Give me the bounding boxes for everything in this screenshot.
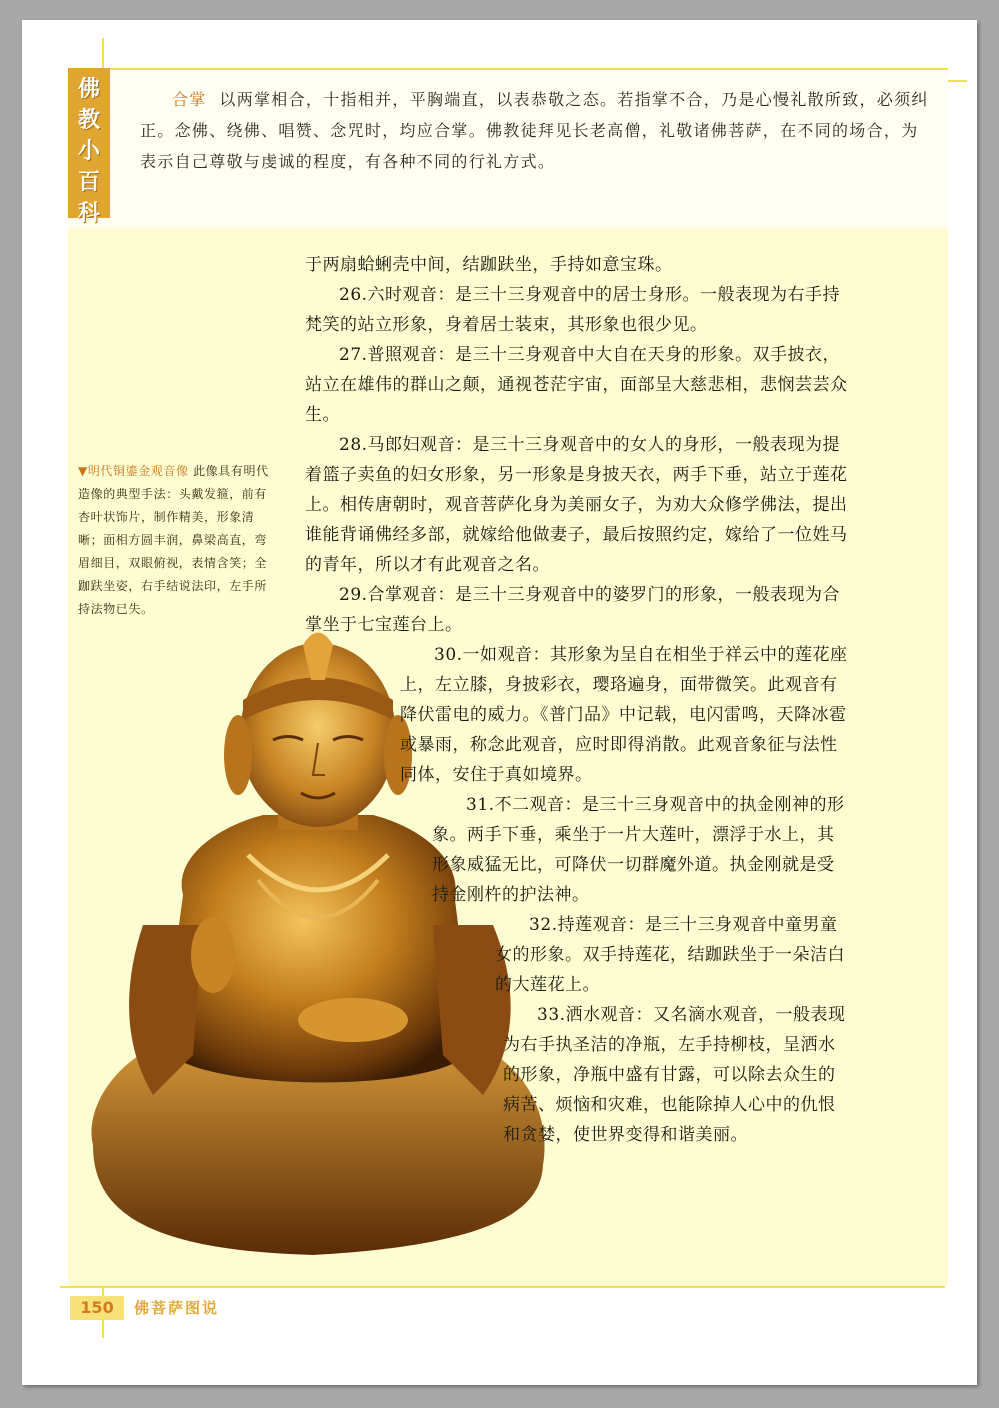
statue-caption <box>78 460 270 621</box>
frame-bottom-line <box>60 1286 945 1288</box>
paragraph: 26.六时观音：是三十三身观音中的居士身形。一般表现为右手持梵笑的站立形象，身着居士装束，其形象也很少见。 <box>305 285 841 335</box>
paragraph: 29.合掌观音：是三十三身观音中的婆罗门的形象，一般表现为合掌坐于七宝莲台上。 <box>305 585 841 635</box>
body-text-block-3 <box>432 790 850 910</box>
paragraph: 32.持莲观音：是三十三身观音中童男童女的形象。双手持莲花，结跏趺坐于一朵洁白的大莲花上。 <box>495 915 845 995</box>
paragraph: 31.不二观音：是三十三身观音中的执金刚神的形象。两手下垂，乘坐于一片大莲叶，漂浮于水上，其形象威猛无比，可降伏一切群魔外道。执金刚就是受持金刚杵的护法神。 <box>432 795 845 905</box>
tab-char: 科 <box>77 201 100 226</box>
tab-char: 佛 <box>77 77 100 102</box>
body-text-block-4 <box>495 910 850 1000</box>
tab-char: 百 <box>77 170 100 195</box>
book-title: 佛菩萨图说 <box>134 1299 220 1317</box>
note-term: 合掌 <box>172 90 207 109</box>
paragraph: 27.普照观音：是三十三身观音中大自在天身的形象。双手披衣，站立在雄伟的群山之颠，通视苍茫宇宙，面部呈大慈悲相，悲悯芸芸众生。 <box>305 345 848 425</box>
paragraph: 28.马郎妇观音：是三十三身观音中的女人的身形，一般表现为提着篮子卖鱼的妇女形象，另一形象是身披天衣，两手下垂，站立于莲花上。相传唐朝时，观音菩萨化身为美丽女子，为劝大众修学佛法，提出谁能背诵佛经多部，就嫁给他做妻子，最后按照约定，嫁给了一位姓马的青年，所以才有此观音之名。 <box>305 435 848 575</box>
body-text-block-5 <box>503 1000 850 1150</box>
tab-char: 教 <box>77 108 100 133</box>
paragraph: 30.一如观音：其形象为呈自在相坐于祥云中的莲花座上，左立膝，身披彩衣，璎珞遍身，面带微笑。此观音有降伏雷电的威力。《普门品》中记载，电闪雷鸣，天降冰雹或暴雨，称念此观音，应时即得消散。此观音象征与法性同体，安住于真如境界。 <box>400 645 848 785</box>
note-text: 以两掌相合，十指相并，平胸端直，以表恭敬之态。若指掌不合，乃是心慢礼散所致，必须纠正。念佛、绕佛、唱赞、念咒时，均应合掌。佛教徒拜见长老高僧，礼敬诸佛菩萨，在不同的场合，为表示自己尊敬与虔诚的程度，有各种不同的行礼方式。 <box>140 90 929 171</box>
caption-title: ▼明代铜鎏金观音像 <box>78 464 189 478</box>
page-number: 150 <box>70 1296 124 1320</box>
encyclopedia-note <box>140 84 930 177</box>
body-text-block-2 <box>400 640 850 790</box>
buddhism-encyclopedia-tab <box>68 68 110 226</box>
paragraph: 33.洒水观音：又名滴水观音，一般表现为右手执圣洁的净瓶，左手持柳枝，呈洒水的形象，净瓶中盛有甘露，可以除去众生的病苦、烦恼和灾难，也能除掉人心中的仇恨和贪婪，使世界变得和谐美丽。 <box>503 1005 846 1145</box>
body-text-block-1 <box>305 250 850 640</box>
caption-text: 此像具有明代造像的典型手法：头戴发箍，前有杏叶状饰片，制作精美，形象清晰；面相方圆丰润，鼻梁高直，弯眉细目，双眼俯视，表情含笑；全跏趺坐姿，右手结说法印，左手所持法物已失。 <box>78 464 269 616</box>
tab-char: 小 <box>77 139 100 164</box>
paragraph: 于两扇蛤蜊壳中间，结跏趺坐，手持如意宝珠。 <box>305 255 673 275</box>
